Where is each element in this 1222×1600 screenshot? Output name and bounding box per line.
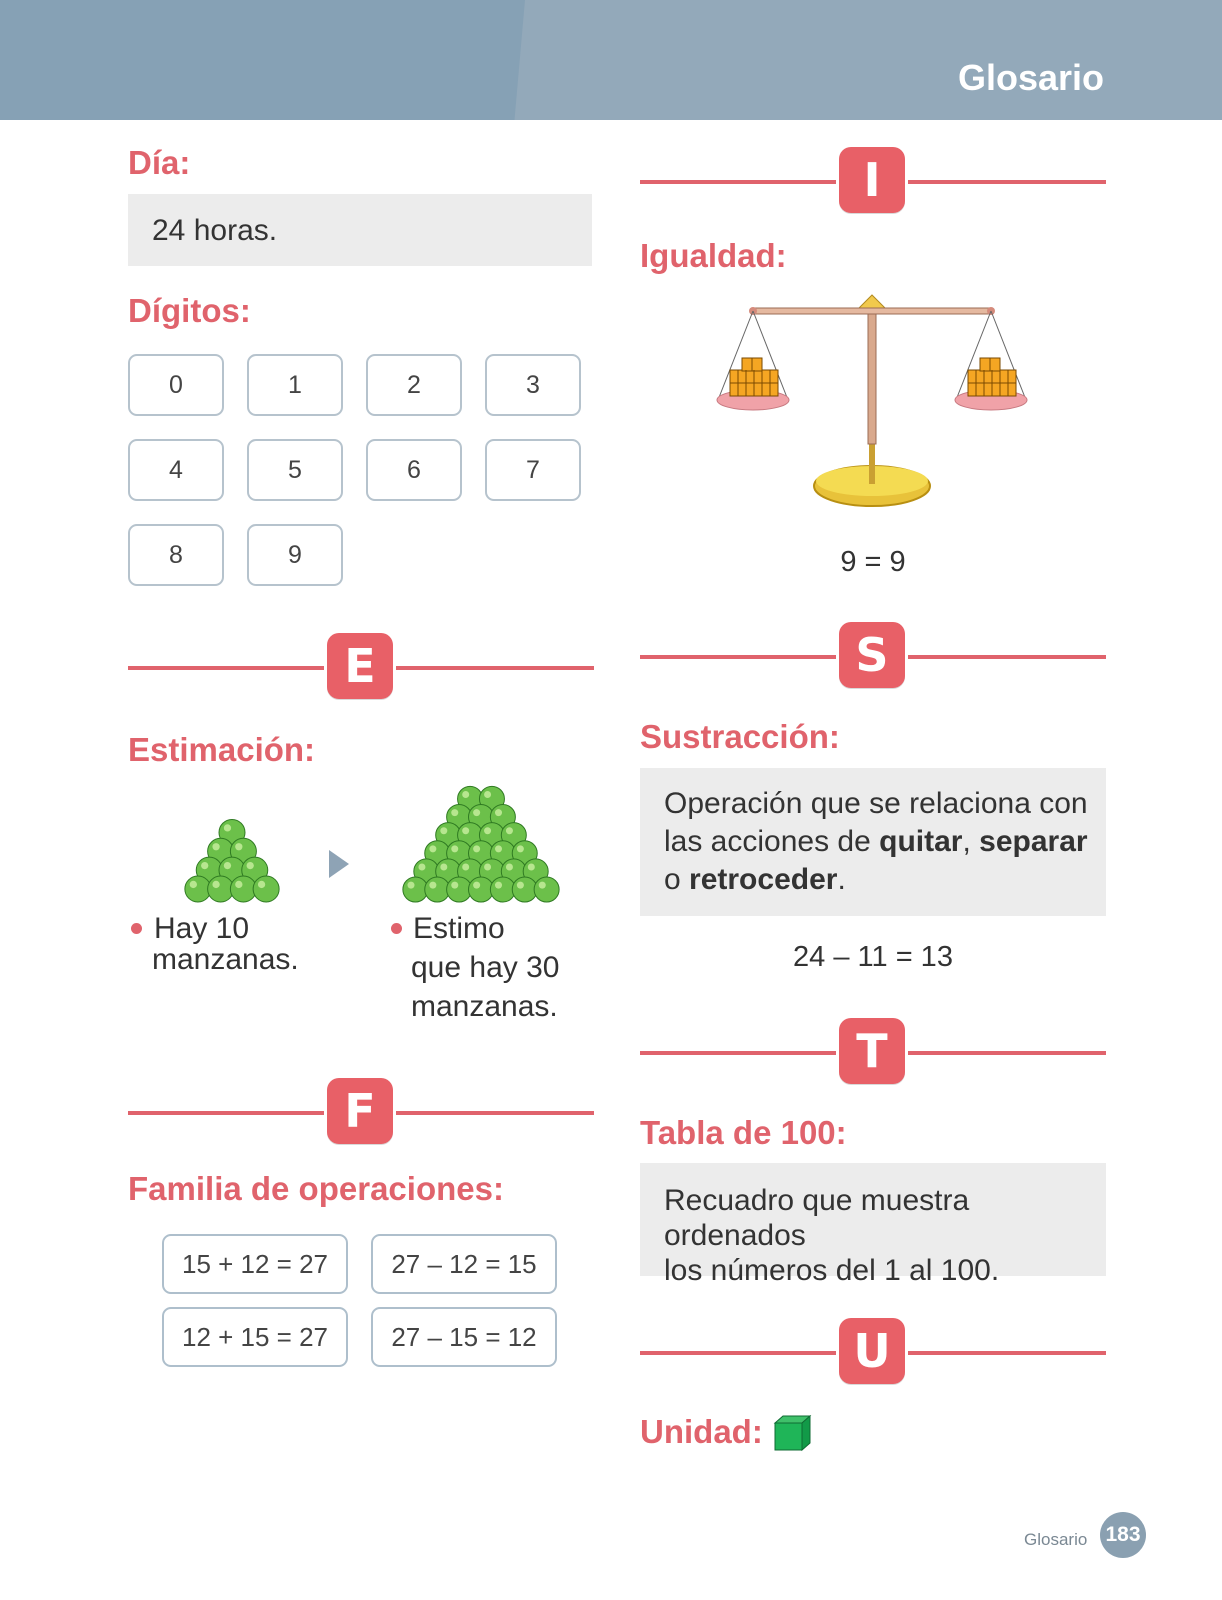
section-divider-u	[640, 1318, 1106, 1388]
apple-icon	[403, 877, 428, 902]
def-bold-separar: separar	[979, 825, 1088, 858]
apple-highlight	[224, 824, 231, 831]
apple-highlight	[212, 881, 219, 888]
digit-box: 5	[247, 439, 343, 501]
green-cube-icon	[772, 1413, 812, 1453]
apple-highlight	[429, 845, 436, 852]
apple-highlight	[473, 809, 480, 816]
digit-box: 8	[128, 524, 224, 586]
apple-highlight	[506, 827, 513, 834]
tabla-def-line2: los números del 1 al 100.	[664, 1254, 1000, 1287]
apple-icon	[512, 877, 537, 902]
letter-badge-t: T	[839, 1018, 905, 1084]
apple-highlight	[462, 827, 469, 834]
estimacion-right-line3: manzanas.	[411, 990, 558, 1023]
apple-highlight	[451, 809, 458, 816]
digit-box: 1	[247, 354, 343, 416]
divider-line	[908, 655, 1106, 659]
footer-label: Glosario	[1024, 1530, 1088, 1549]
divider-line	[128, 666, 324, 670]
term-digitos: Dígitos:	[128, 292, 251, 329]
equation-box: 27 – 12 = 15	[371, 1234, 557, 1294]
tabla-definition-box	[640, 1163, 1106, 1287]
apple-icon	[490, 877, 515, 902]
apple-highlight	[418, 864, 425, 871]
apple-highlight	[212, 843, 219, 850]
apple-icon	[534, 877, 559, 902]
apple-highlight	[517, 882, 524, 889]
digit-box: 4	[128, 439, 224, 501]
letter-badge-e: E	[327, 633, 393, 699]
apple-icon	[253, 876, 279, 902]
sustraccion-def-line2	[664, 823, 1094, 861]
divider-line	[128, 1111, 324, 1115]
apple-icon	[425, 877, 450, 902]
apple-icon	[447, 877, 472, 902]
def-text: ,	[962, 825, 980, 858]
apple-highlight	[247, 862, 254, 869]
apple-highlight	[451, 845, 458, 852]
arrow-right-icon	[326, 848, 352, 880]
section-divider-e	[128, 633, 594, 703]
divider-line	[640, 1351, 836, 1355]
apple-highlight	[495, 809, 502, 816]
apple-highlight	[258, 881, 265, 888]
equation-box: 15 + 12 = 27	[162, 1234, 348, 1294]
section-divider-i	[640, 147, 1106, 217]
apple-highlight	[495, 882, 502, 889]
apple-icon	[469, 877, 494, 902]
sustraccion-definition-box	[640, 768, 1106, 916]
letter-badge-u: U	[839, 1318, 905, 1384]
letter-badge-f: F	[327, 1078, 393, 1144]
def-bold-quitar: quitar	[879, 825, 963, 858]
estimacion-right-text	[413, 909, 559, 1026]
apple-highlight	[506, 864, 513, 871]
apples-pile-small	[176, 812, 288, 904]
divider-line	[908, 1351, 1106, 1355]
igualdad-equation: 9 = 9	[840, 546, 906, 578]
def-text: o	[664, 863, 690, 896]
estimacion-right-line1: Estimo	[413, 912, 505, 945]
divider-line	[640, 1051, 836, 1055]
header-title: Glosario	[957, 57, 1104, 98]
tabla-definition	[664, 1183, 1106, 1288]
dia-definition-box	[128, 194, 592, 266]
apple-icon	[208, 876, 234, 902]
bullet-icon	[391, 923, 402, 934]
term-igualdad: Igualdad:	[640, 237, 787, 274]
tabla-def-line1: Recuadro que muestra ordenados	[664, 1184, 970, 1252]
def-text: .	[837, 863, 846, 896]
sustraccion-def-line1: Operación que se relaciona con	[664, 787, 1088, 820]
term-dia: Día:	[128, 144, 191, 181]
sustraccion-definition	[664, 785, 1094, 899]
apple-highlight	[495, 845, 502, 852]
apple-highlight	[462, 791, 469, 798]
apple-highlight	[484, 791, 491, 798]
section-divider-s	[640, 622, 1106, 692]
divider-line	[640, 180, 836, 184]
sustraccion-equation: 24 – 11 = 13	[793, 941, 953, 973]
divider-line	[908, 180, 1106, 184]
apple-highlight	[484, 827, 491, 834]
apple-highlight	[440, 864, 447, 871]
apples-pile-large	[386, 776, 576, 904]
sustraccion-def-line3	[664, 861, 1094, 899]
digit-box: 0	[128, 354, 224, 416]
digit-box: 9	[247, 524, 343, 586]
apple-icon	[185, 876, 211, 902]
digit-box: 6	[366, 439, 462, 501]
letter-badge-s: S	[839, 622, 905, 688]
apple-highlight	[517, 845, 524, 852]
apple-highlight	[528, 864, 535, 871]
divider-line	[396, 1111, 594, 1115]
page-number-badge: 183	[1100, 1512, 1146, 1558]
page-header	[0, 0, 1222, 120]
def-text: las acciones de	[664, 825, 880, 858]
bullet-icon	[131, 923, 142, 934]
apple-highlight	[462, 864, 469, 871]
apple-highlight	[429, 882, 436, 889]
apple-highlight	[451, 882, 458, 889]
apple-highlight	[484, 864, 491, 871]
divider-line	[396, 666, 594, 670]
apple-highlight	[190, 881, 197, 888]
apple-icon	[230, 876, 256, 902]
def-bold-retroceder: retroceder	[689, 863, 838, 896]
term-unidad: Unidad:	[640, 1413, 763, 1450]
dia-definition: 24 horas.	[152, 214, 278, 247]
apple-highlight	[408, 882, 415, 889]
term-familia: Familia de operaciones:	[128, 1170, 504, 1207]
header-band	[0, 0, 525, 120]
apple-highlight	[235, 881, 242, 888]
apple-highlight	[473, 882, 480, 889]
estimacion-left-line2: manzanas.	[152, 943, 299, 976]
apple-highlight	[224, 862, 231, 869]
digit-box: 3	[485, 354, 581, 416]
digit-box: 2	[366, 354, 462, 416]
estimacion-left-text	[154, 909, 299, 979]
letter-badge-i: I	[839, 147, 905, 213]
estimacion-left-line1: Hay 10	[154, 912, 250, 945]
balance-scale-image	[712, 290, 1032, 520]
equation-box: 27 – 15 = 12	[371, 1307, 557, 1367]
term-sustraccion: Sustracción:	[640, 718, 840, 755]
apple-highlight	[440, 827, 447, 834]
divider-line	[908, 1051, 1106, 1055]
divider-line	[640, 655, 836, 659]
equation-box: 12 + 15 = 27	[162, 1307, 348, 1367]
apple-highlight	[539, 882, 546, 889]
estimacion-right-line2: que hay 30	[411, 951, 560, 984]
digit-box: 7	[485, 439, 581, 501]
apple-highlight	[201, 862, 208, 869]
section-divider-f	[128, 1078, 594, 1148]
term-tabla: Tabla de 100:	[640, 1114, 847, 1151]
term-estimacion: Estimación:	[128, 731, 316, 768]
digit-grid	[128, 354, 598, 594]
section-divider-t	[640, 1018, 1106, 1088]
apple-highlight	[235, 843, 242, 850]
apple-highlight	[473, 845, 480, 852]
